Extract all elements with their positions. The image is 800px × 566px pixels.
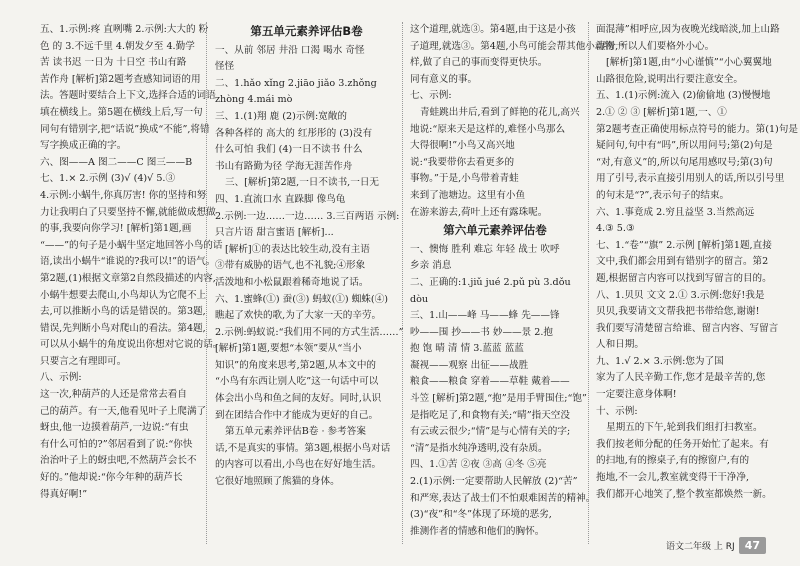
- text-line: 和严寒,表达了战士们不怕艰难困苦的精神。: [410, 492, 596, 504]
- text-line: 我们都开心地笑了,整个教室都焕然一新。: [596, 488, 772, 500]
- text-line: [解析]第1题,要想“本领”要从“当小: [215, 343, 362, 355]
- text-line: 各种各样的 高大的 红彤彤的 (3)没有: [215, 127, 373, 139]
- text-line: 第2题,(1)根据文章第2自然段描述的内容,: [40, 272, 216, 284]
- text-line: 写字换成正确的字。: [40, 140, 127, 152]
- text-line: [解析]①的表达比较生动,没有主语: [225, 243, 370, 255]
- text-line: 六、图——A 图二——C 图三——B: [40, 156, 193, 168]
- column-divider: [588, 22, 589, 544]
- text-line: 疑问句,句中有“吗”,所以用问号;第(2)句是: [596, 140, 773, 152]
- text-line: 是指吃足了,和食物有关;“晴”指天空没: [410, 409, 570, 421]
- text-line: 的内容可以看出,小鸟也在好好地生活。: [215, 459, 382, 471]
- text-line: 湿滑,所以人们要格外小心。: [596, 40, 715, 52]
- text-line: 大得很啊!”小鸟又高兴地: [410, 140, 515, 152]
- text-line: 九、1.√ 2.× 3.示例:您为了国: [596, 355, 724, 367]
- text-line: 抱 饱 晴 清 情 3.蓝蓝 蓝蓝: [410, 343, 524, 355]
- text-line: 说:“我要带你去看更多的: [410, 156, 515, 168]
- text-line: 七、示例:: [410, 90, 452, 102]
- text-line: 错误,先判断小鸟对爬山的看法。第4题,: [40, 322, 206, 334]
- text-line: 书山有路勤为径 学海无涯苦作舟: [215, 160, 353, 172]
- text-line: 4.示例:小蜗牛,你真厉害! 你的坚持和努: [40, 189, 207, 201]
- text-line: 三、1.(1)翔 鹿 (2)示例:宽敞的: [215, 110, 348, 122]
- text-line: 七、1.× 2.示例 (3)√ (4)√ 5.③: [40, 173, 176, 185]
- text-line: 三、[解析]第2题,一日不读书,一日无: [225, 177, 380, 189]
- text-line: 同句有错别字,把“话说”换成“不能”,将错: [40, 123, 210, 135]
- text-line: 一、懊悔 胜利 难忘 年轻 战士 吹呼: [410, 243, 560, 255]
- text-line: 这个道理,就选③。第4题,由于这是小孩: [410, 24, 576, 35]
- text-line: 它很好地照顾了熊猫的身体。: [215, 476, 340, 488]
- text-line: 四、1.①苦 ②夜 ③高 ④冬 ⑤亮: [410, 459, 547, 471]
- text-line: 活泼地和小松鼠跟着稀奇地说了话。: [215, 276, 369, 288]
- text-line: 粮食——粮食 穿着——草鞋 戴着——: [410, 376, 570, 388]
- text-line: 拖地,不一会儿,教室就变得干干净净,: [596, 472, 750, 484]
- text-line: 有什么可怕的?”邻居看到了说:“你快: [40, 438, 193, 450]
- text-line: 七、1.“卷”“旗” 2.示例 [解析]第1题,直接: [596, 239, 772, 251]
- text-line: 六、1.蜜蜂(①) 蚕(③) 蚂蚁(①) 蜘蛛(④): [215, 293, 388, 305]
- text-line: 瞧起了欢快的歌,为了大家一天的辛劳。: [215, 310, 382, 322]
- text-line: “——”的句子是小蜗牛坚定地回答小鸟的话: [40, 239, 223, 251]
- text-line: 在游来游去,荷叶上还有露珠呢。: [410, 206, 548, 218]
- text-line: 这一次,种葫芦的人还是常常去看自: [40, 389, 187, 401]
- text-line: 星期五的下午,轮到我们组打扫教室。: [606, 422, 763, 434]
- text-line: [解析]第1题,由“小心谨慎”“小心翼翼地: [606, 57, 772, 69]
- text-line: 可以从小蜗牛的角度说出你想对它说的话。: [40, 339, 223, 351]
- text-line: 第五单元素养评估B卷 · 参考答案: [225, 426, 366, 438]
- unit6-heading: 第六单元素养评估卷: [443, 223, 547, 238]
- text-line: 文中,我们都会用到有错别字的留言。第2: [596, 256, 769, 268]
- text-line: “对,有意义”的,所以句尾用感叹号;第(3)句: [596, 156, 773, 168]
- page-number: 47: [739, 537, 766, 554]
- text-line: (3)“夜”和“冬”体现了环境的恶劣,: [410, 509, 552, 521]
- text-line: 蚜虫,他一边摸着葫芦,一边说:“有虫: [40, 422, 189, 434]
- text-line: 话,不是真实的事情。第3题,根据小鸟对话: [215, 442, 391, 454]
- text-line: 贝贝,我要请文文帮我把书带给您,谢谢!: [596, 306, 760, 318]
- text-line: 苦 读书迟 一日为 十日空 书山有路: [40, 57, 187, 69]
- text-line: 五、1.示例:疼 直咧嘴 2.示例:大大的 粉: [40, 24, 209, 35]
- text-line: 好的。”他却说:“你今年种的葫芦长: [40, 472, 183, 484]
- text-line: 五、1.(1)示例:流入 (2)偷偷地 (3)慢慢地: [596, 90, 771, 102]
- column-divider: [402, 22, 403, 544]
- text-line: dòu: [410, 293, 429, 305]
- text-line: 4.③ 5.③: [596, 223, 635, 235]
- text-line: zhòng 4.mái mò: [215, 94, 293, 106]
- text-line: 己的葫芦。有一天,他看见叶子上爬满了: [40, 405, 207, 417]
- text-line: 子道理,就选③。第4题,小鸟可能会帮其他小动物一: [410, 40, 624, 52]
- text-line: 什么可怕 我们 (4)一日不读书 什么: [215, 144, 363, 156]
- text-line: 推测作者的情感和他们的胸怀。: [410, 525, 545, 537]
- text-line: 知识”的角度来思考,第2题,从本文中的: [215, 359, 377, 371]
- text-line: 语,读出小蜗牛“谁说的?我可以!”的语气。: [40, 256, 216, 268]
- text-line: 只言片语 甜言蜜语 [解析]...: [215, 227, 334, 239]
- text-line: 家为了人民辛勤工作,您才是最辛苦的,您: [596, 372, 766, 384]
- text-line: 填在横线上。第5题在横线上后,写一句: [40, 106, 203, 118]
- text-line: 六、1.事竟成 2.穷且益坚 3.当然高远: [596, 206, 755, 218]
- text-line: 题,根据留言内容可以找到写留言的目的。: [596, 272, 772, 284]
- text-line: 第2题考查正确使用标点符号的能力。第(1)句是: [596, 123, 798, 135]
- text-line: 2.(1)示例:一定要帮助人民解放 (2)“苦”: [410, 476, 578, 488]
- text-line: 三、1.山——峰 马——蜂 先——锋: [410, 310, 560, 322]
- text-line: 力让我明白了只要坚持不懈,就能做成想做: [40, 206, 216, 218]
- text-line: 八、示例:: [40, 372, 82, 384]
- text-line: “小鸟有东西让别人吃”这一句话中可以: [215, 376, 379, 388]
- text-line: 得真好啊!”: [40, 488, 88, 500]
- text-line: 二、1.hǎo xǐng 2.jiāo jiǎo 3.zhǒng: [215, 77, 377, 89]
- text-line: 乡亲 消息: [410, 260, 452, 272]
- text-line: 用了引号,表示直接引用别人的话,所以引号里: [596, 173, 785, 185]
- text-line: 同有意义的事。: [410, 73, 478, 85]
- text-line: 法。答题时要结合上下文,选择合适的词语: [40, 90, 216, 102]
- text-line: 来到了池塘边。这里有小鱼: [410, 189, 526, 201]
- text-line: 十、示例:: [596, 405, 638, 417]
- text-line: 凝视——观察 出征——战胜: [410, 359, 529, 371]
- text-line: 去,可以推断小鸟的话是错误的。第3题,: [40, 306, 206, 318]
- text-line: ③带有威胁的语气,也不礼貌;④形象: [215, 260, 366, 272]
- column-4: [596, 22, 798, 503]
- text-line: 体会出小鸟和鱼之间的友好。同时,认识: [215, 393, 382, 405]
- text-line: 青蛙跳出井后,看到了鲜艳的花儿,高兴: [420, 106, 580, 118]
- text-line: 的句末是“?”,表示句子的结束。: [596, 189, 730, 201]
- text-line: 样,做了自己的事而变得更快乐。: [410, 57, 548, 69]
- text-line: “清”是指水纯净透明,没有杂质。: [410, 442, 548, 454]
- column-1: [40, 22, 223, 503]
- text-line: 小蜗牛想要去爬山,小鸟却认为它爬不上: [40, 289, 207, 301]
- column-divider: [206, 22, 207, 544]
- text-line: 人和日期。: [596, 339, 644, 351]
- text-line: 事物。”于是,小鸟带着青蛙: [410, 173, 519, 185]
- text-line: 我们要写清楚留言给谁、留言内容、写留言: [596, 322, 779, 334]
- text-line: 到在团结合作中才能成为更好的自己。: [215, 409, 379, 421]
- text-line: 的事,我要向你学习! [解析]第1题,画: [40, 223, 192, 235]
- text-line: 怪怪: [215, 61, 235, 73]
- text-line: 2.示例:一边……一边…… 3.三百两语 示例:: [215, 210, 400, 222]
- text-line: 色 的 3.不远千里 4.朝发夕至 4.勤学: [40, 40, 195, 52]
- text-line: 二、正确的:1.jiǔ jué 2.pǔ pù 3.dǒu: [410, 276, 571, 288]
- text-line: 山路很危险,说明出行要注意安全。: [596, 73, 743, 85]
- text-line: 一定要注意身体啊!: [596, 389, 677, 401]
- text-line: 斗笠 [解析]第2题,“抱”是用手臂围住;“饱”: [410, 393, 587, 405]
- text-line: 地说:“原来天是这样的,难怪小鸟那么: [410, 123, 566, 135]
- column-2: [215, 22, 404, 491]
- text-line: 八、1.贝贝 文文 2.① 3.示例:您好!我是: [596, 289, 765, 301]
- text-line: 面混薄”相呼应,因为夜晚光线暗淡,加上山路: [596, 24, 780, 35]
- text-line: 治治叶子上的蚜虫吧,不然葫芦会长不: [40, 455, 197, 467]
- text-line: 我们按老师分配的任务开始忙了起来。有: [596, 438, 769, 450]
- page-footer: [666, 537, 766, 554]
- text-line: 苦作舟 [解析]第2题考查感知词语的用: [40, 73, 201, 85]
- text-line: 2.① ② ③ [解析]第1题,一、①: [596, 106, 727, 118]
- text-line: 的扫地,有的擦桌子,有的擦窗户,有的: [596, 455, 750, 467]
- text-line: 吵——围 抄——书 妙——景 2.抱: [410, 326, 554, 338]
- text-line: 只要言之有理即可。: [40, 355, 127, 367]
- unit5-heading: 第五单元素养评估B卷: [250, 24, 363, 38]
- text-line: 有云或云很少;“情”是与心情有关的字;: [410, 426, 571, 438]
- text-line: 一、从前 邻居 井沿 口渴 喝水 奇怪: [215, 44, 365, 56]
- text-line: 四、1.直流口水 直跺脚 像鸟龟: [215, 193, 346, 205]
- text-line: 2.示例:蚂蚁说:“我们用不同的方式生活……”: [215, 326, 404, 338]
- footer-label: 语文二年级 上 RJ: [666, 542, 735, 552]
